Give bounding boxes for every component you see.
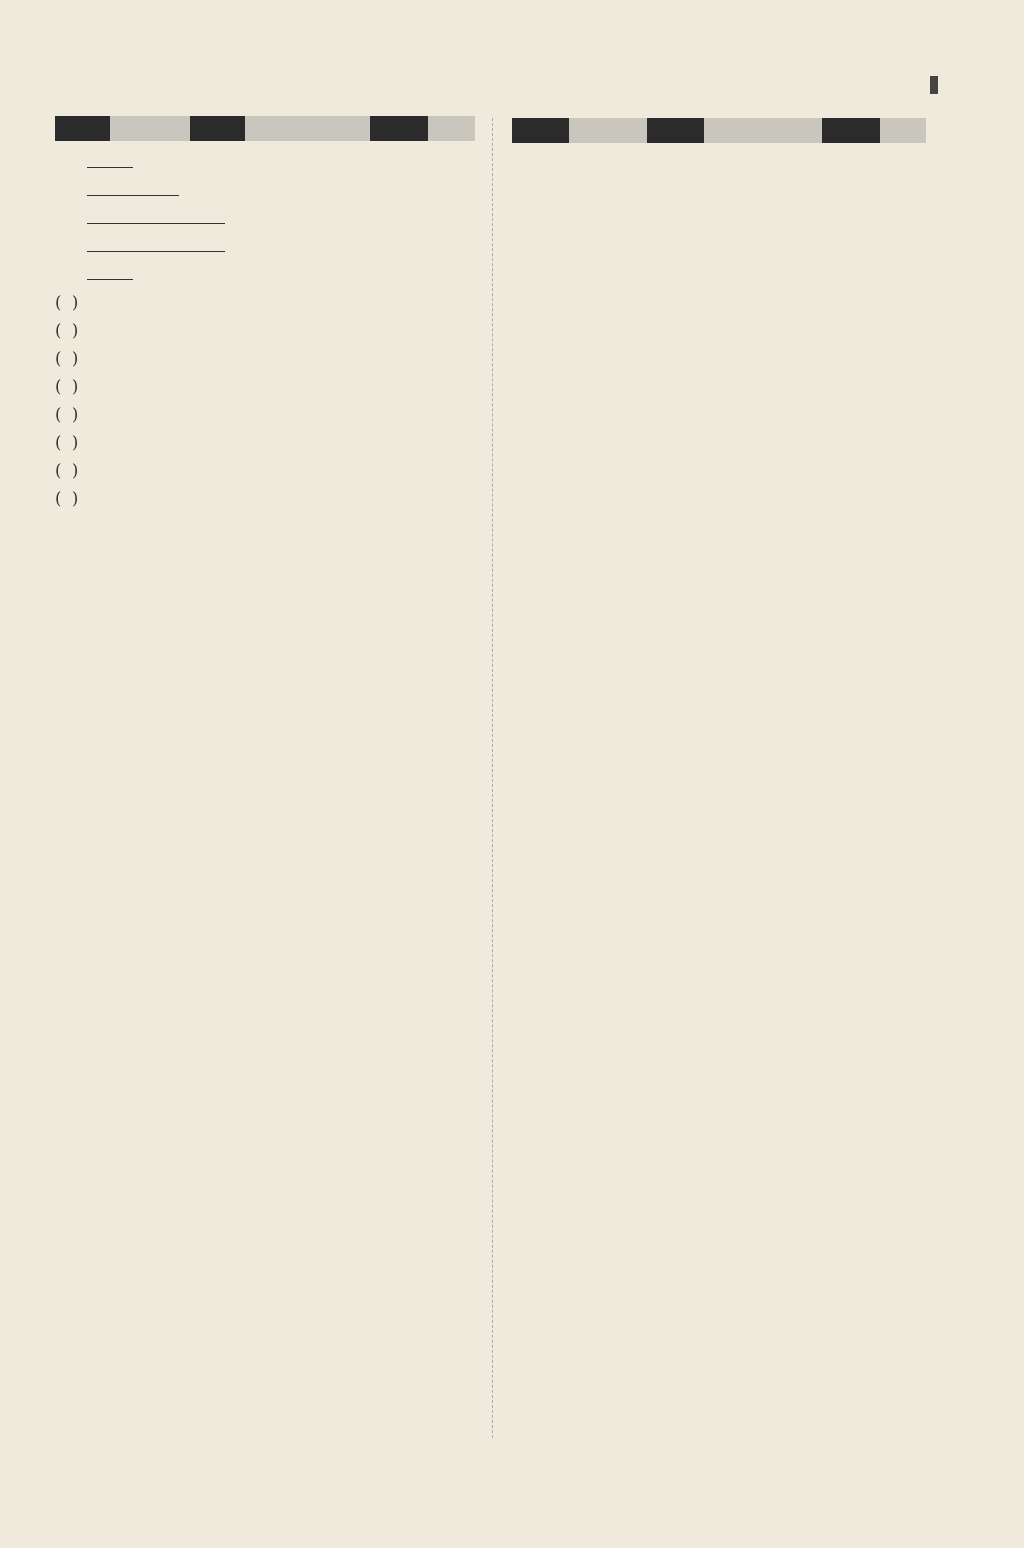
meta-value-words xyxy=(880,118,926,143)
left-column xyxy=(55,110,475,513)
meta-value-topic xyxy=(704,118,822,143)
paragraph xyxy=(55,205,475,233)
option-a xyxy=(137,373,335,401)
meta-label-words xyxy=(822,118,880,143)
passage3-text xyxy=(55,149,475,289)
question-item xyxy=(55,429,475,457)
option-b xyxy=(335,485,485,513)
meta-value-genre xyxy=(110,116,190,141)
blank-number xyxy=(87,167,133,168)
answer-bracket: ( ) xyxy=(55,489,79,508)
blank-number xyxy=(133,223,179,224)
passage4-meta-bar xyxy=(512,118,930,143)
header-mark xyxy=(930,76,938,94)
meta-label-topic xyxy=(190,116,245,141)
meta-value-genre xyxy=(569,118,647,143)
answer-bracket: ( ) xyxy=(55,405,79,424)
meta-value-topic xyxy=(245,116,370,141)
option-a xyxy=(137,401,335,429)
answer-bracket: ( ) xyxy=(55,349,79,368)
answer-bracket: ( ) xyxy=(55,321,79,340)
option-a xyxy=(137,317,335,345)
answer-bracket: ( ) xyxy=(55,293,79,312)
option-a xyxy=(137,345,335,373)
option-a xyxy=(137,429,335,457)
option-a xyxy=(137,457,335,485)
answer-bracket: ( ) xyxy=(55,461,79,480)
blank-number xyxy=(87,251,133,252)
paragraph xyxy=(55,149,475,177)
answer-bracket: ( ) xyxy=(55,433,79,452)
column-divider xyxy=(492,118,493,1438)
option-b xyxy=(335,317,485,345)
option-b xyxy=(335,429,485,457)
question-item xyxy=(55,289,475,317)
blank-number xyxy=(87,279,133,280)
question-item xyxy=(55,373,475,401)
paragraph xyxy=(55,261,475,289)
passage3-questions xyxy=(55,289,475,513)
option-b xyxy=(335,457,485,485)
meta-label-genre xyxy=(512,118,569,143)
blank-number xyxy=(133,251,179,252)
question-item xyxy=(55,317,475,345)
blank-number xyxy=(179,251,225,252)
question-item xyxy=(55,485,475,513)
question-item xyxy=(55,401,475,429)
meta-value-words xyxy=(428,116,475,141)
meta-label-topic xyxy=(647,118,704,143)
option-b xyxy=(335,345,485,373)
question-item xyxy=(55,345,475,373)
blank-number xyxy=(87,223,133,224)
option-a xyxy=(137,485,335,513)
passage3-meta-bar xyxy=(55,116,475,141)
option-b xyxy=(335,289,485,317)
paragraph xyxy=(55,233,475,261)
right-column xyxy=(512,112,930,151)
paragraph xyxy=(55,177,475,205)
option-b xyxy=(335,401,485,429)
answer-bracket: ( ) xyxy=(55,377,79,396)
option-b xyxy=(335,373,485,401)
question-item xyxy=(55,457,475,485)
blank-number xyxy=(179,223,225,224)
blank-number xyxy=(87,195,133,196)
meta-label-genre xyxy=(55,116,110,141)
meta-label-words xyxy=(370,116,428,141)
option-a xyxy=(137,289,335,317)
blank-number xyxy=(133,195,179,196)
